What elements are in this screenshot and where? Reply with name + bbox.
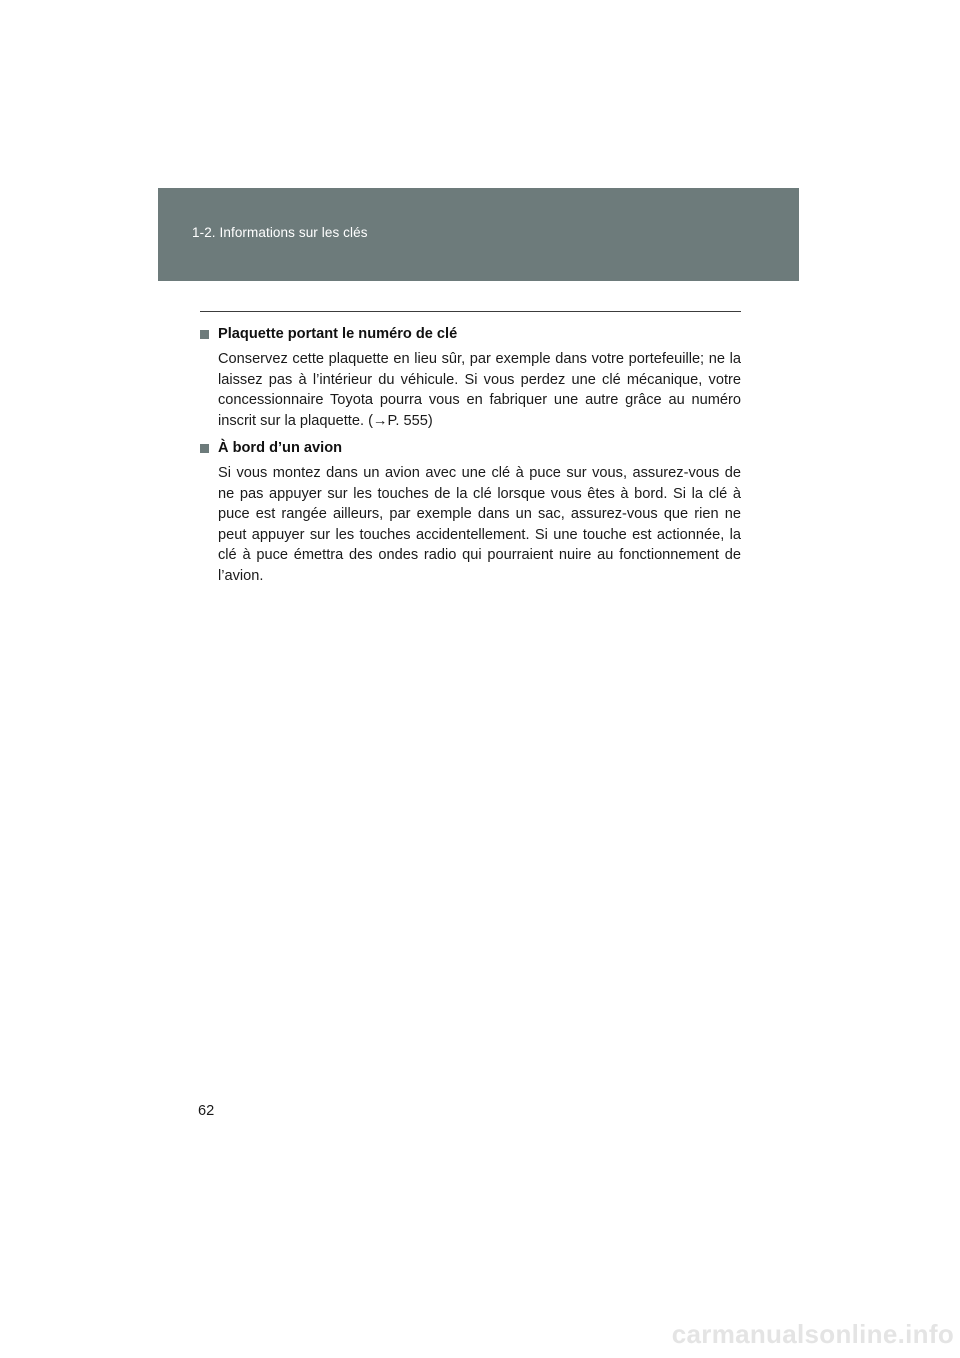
item-heading-text: À bord d’un avion (218, 440, 343, 456)
section-title: 1-2. Informations sur les clés (192, 225, 368, 240)
header-divider (200, 311, 741, 312)
info-item-on-airplane (200, 438, 741, 586)
square-bullet-icon (200, 444, 209, 453)
item-heading (200, 438, 741, 459)
page-content (200, 324, 741, 593)
square-bullet-icon (200, 330, 209, 339)
item-heading (200, 324, 741, 345)
item-body-text: Si vous montez dans un avion avec une clé à puce sur vous, assurez-vous de ne pas appuyer sur les touches de la clé lorsque vous êtes à bord. Si la clé à puce est rangée ailleurs, par exemple dans un sac, assurez-vous que rien ne peut appuyer sur les touches accidentellement. Si une touche est actionnée, la clé à puce émettra des ondes radio qui pourraient nuire au fonctionnement de l’avion. (218, 465, 741, 584)
item-heading-text: Plaquette portant le numéro de clé (218, 326, 458, 342)
info-item-key-number-plate (200, 324, 741, 431)
watermark-text: carmanualsonline.info (671, 1319, 954, 1349)
section-header-band (158, 188, 799, 281)
item-body-text: Conservez cette plaquette en lieu sûr, par exemple dans votre portefeuille; ne la laissez pas à l’intérieur du véhicule. Si vous perdez une clé mécanique, votre concessionnaire Toyota pourra vous en fabriquer une autre grâce au numéro inscrit sur la plaquette. (→P. 555) (218, 351, 741, 429)
page-number: 62 (198, 1103, 215, 1119)
